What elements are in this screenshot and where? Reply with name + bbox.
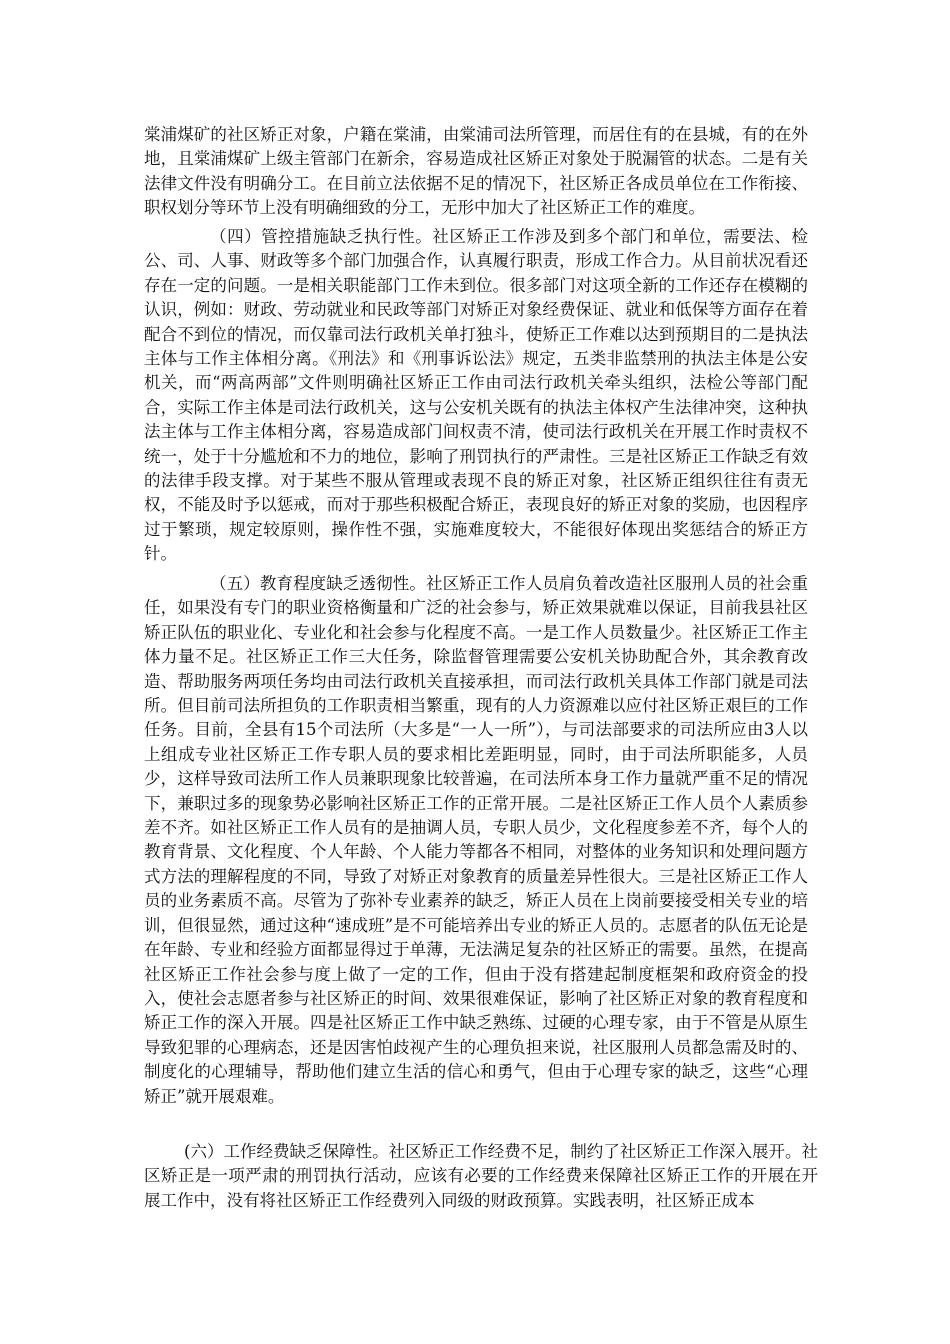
paragraph-4-section-six: (六）工作经费缺乏保障性。社区矫正工作经费不足，制约了社区矫正工作深入展开。社区矫正是一项严肃的刑罚执行活动，应该有必要的工作经费来保障社区矫正工作的开展在开展工作中，没有将社区矫正工作经费列入同级的财政预算。实践表明，社区矫正成本 xyxy=(144,1142,818,1210)
paragraph-1: 棠浦煤矿的社区矫正对象，户籍在棠浦，由棠浦司法所管理，而居住有的在县城，有的在外地，且棠浦煤矿上级主管部门在新余，容易造成社区矫正对象处于脱漏管的状态。二是有关法律文件没有明确分工。在目前立法依据不足的情况下，社区矫正各成员单位在工作衔接、职权划分等环节上没有明确细致的分工，无形中加大了社区矫正工作的难度。 xyxy=(144,125,808,218)
paragraph-2-section-four: （四）管控措施缺乏执行性。社区矫正工作涉及到多个部门和单位，需要法、检公、司、人事、财政等多个部门加强合作，认真履行职责，形成工作合力。从目前状况看还存在一定的问题。一是相关职能部门工作未到位。很多部门对这项全新的工作还存在模糊的认识，例如：财政、劳动就业和民政等部门对矫正对象经费保证、就业和低保等方面存在着配合不到位的情况，而仅靠司法行政机关单打独斗，使矫正工作难以达到预期目的二是执法主体与工作主体相分离。《刑法》和《刑事诉讼法》规定，五类非监禁刑的执法主体是公安机关，而“两高两部”文件则明确社区矫正工作由司法行政机关牵头组织，法检公等部门配合，实际工作主体是司法行政机关，这与公安机关既有的执法主体权产生法律冲突，这种执法主体与工作主体相分离，容易造成部门间权责不清，使司法行政机关在开展工作时责权不统一，处于十分尴尬和不力的地位，影响了刑罚执行的严肃性。三是社区矫正工作缺乏有效的法律手段支撑。对于某些不服从管理或表现不良的矫正对象，社区矫正组织往往有责无权，不能及时予以惩戒，而对于那些积极配合矫正，表现良好的矫正对象的奖励，也因程序过于繁琐，规定较原则，操作性不强，实施难度较大，不能很好体现出奖惩结合的矫正方针。 xyxy=(144,227,808,564)
paragraph-3-section-five: （五）教育程度缺乏透彻性。社区矫正工作人员肩负着改造社区服刑人员的社会重任，如果没有专门的职业资格衡量和广泛的社会参与，矫正效果就难以保证，目前我县社区矫正队伍的职业化、专业化和社会参与化程度不高。一是工作人员数量少。社区矫正工作主体力量不足。社区矫正工作三大任务，除监督管理需要公安机关协助配合外，其余教育改造、帮助服务两项任务均由司法行政机关直接承担，而司法行政机关具体工作部门就是司法所。但目前司法所担负的工作职责相当繁重，现有的人力资源难以应付社区矫正艰巨的工作任务。目前，全县有15个司法所（大多是“一人一所”），与司法部要求的司法所应由3人以上组成专业社区矫正工作专职人员的要求相比差距明显，同时，由于司法所职能多，人员少，这样导致司法所工作人员兼职现象比较普遍，在司法所本身工作力量就严重不足的情况下，兼职过多的现象势必影响社区矫正工作的正常开展。二是社区矫正工作人员个人素质参差不齐。如社区矫正工作人员有的是抽调人员，专职人员少，文化程度参差不齐，每个人的教育背景、文化程度、个人年龄、个人能力等都各不相同，对整体的业务知识和处理问题方式方法的理解程度的不同，导致了对矫正对象教育的质量差异性很大。三是社区矫正工作人员的业务素质不高。尽管为了弥补专业素养的缺乏，矫正人员在上岗前要接受相关专业的培训，但很显然，通过这种“速成班”是不可能培养出专业的矫正人员的。志愿者的队伍无论是在年龄、专业和经验方面都显得过于单薄，无法满足复杂的社区矫正的需要。虽然，在提高社区矫正工作社会参与度上做了一定的工作，但由于没有搭建起制度框架和政府资金的投入，使社会志愿者参与社区矫正的时间、效果很难保证，影响了社区矫正对象的教育程度和矫正工作的深入开展。四是社区矫正工作中缺乏熟练、过硬的心理专家，由于不管是从原生导致犯罪的心理病态，还是因害怕歧视产生的心理负担来说，社区服刑人员都急需及时的、制度化的心理辅导，帮助他们建立生活的信心和勇气，但由于心理专家的缺乏，这些“心理矫正”就开展艰难。 xyxy=(144,574,808,1106)
